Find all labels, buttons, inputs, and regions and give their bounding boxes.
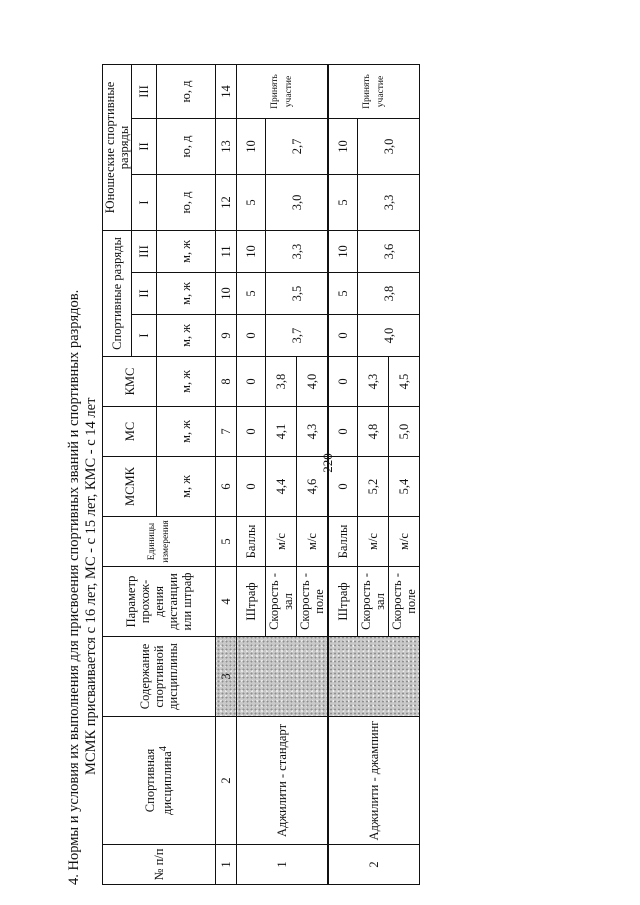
unit-field: м/с <box>389 517 420 567</box>
value-cell: 4,6 <box>297 457 329 517</box>
value-cell: 4,8 <box>358 407 389 457</box>
header-msmk: МСМК <box>103 457 157 517</box>
row-num: 2 <box>328 845 420 885</box>
unit-hall: м/с <box>358 517 389 567</box>
param-hall: Скорость - зал <box>266 567 297 637</box>
header-youth-ranks: Юношеские спортивные разряды <box>103 64 132 230</box>
gender-sport-3: м, ж <box>157 230 216 272</box>
param-field: Скорость - поле <box>389 567 420 637</box>
section-heading <box>66 65 100 885</box>
value-cell: 10 <box>237 230 266 272</box>
gender-youth-2: ю, д <box>157 118 216 174</box>
row-num: 1 <box>237 845 329 885</box>
value-cell: 2,7 <box>266 118 329 174</box>
page-number: 220 <box>320 453 335 473</box>
value-cell: 5,2 <box>358 457 389 517</box>
value-cell: 0 <box>328 407 358 457</box>
value-cell: 4,0 <box>297 357 329 407</box>
header-content: Содержание спортивной дисциплины <box>103 637 216 717</box>
value-cell: 4,4 <box>266 457 297 517</box>
col-number: 8 <box>216 357 237 407</box>
value-cell: 4,3 <box>358 357 389 407</box>
value-cell: 0 <box>237 457 266 517</box>
row-content-shaded <box>237 637 329 717</box>
value-cell: 0 <box>328 457 358 517</box>
value-cell: 5 <box>328 273 358 315</box>
value-cell: 3,8 <box>266 357 297 407</box>
heading-line-1: 4. Нормы и условия их выполнения для присвоения спортивных званий и спортивных разрядов. <box>66 289 82 885</box>
value-cell: 5,4 <box>389 457 420 517</box>
param-penalty: Штраф <box>328 567 358 637</box>
value-cell: 3,3 <box>266 230 329 272</box>
value-cell: 3,5 <box>266 273 329 315</box>
param-hall: Скорость - зал <box>358 567 389 637</box>
value-cell: 3,0 <box>358 118 420 174</box>
col-number: 10 <box>216 273 237 315</box>
col-number: 2 <box>216 717 237 845</box>
unit-hall: м/с <box>266 517 297 567</box>
table-row <box>328 64 358 884</box>
value-cell: 5 <box>237 273 266 315</box>
value-participate: Принять участие <box>328 64 420 118</box>
gender-ms: м, ж <box>157 407 216 457</box>
header-num: № п/п <box>103 845 216 885</box>
value-cell: 10 <box>237 118 266 174</box>
col-number: 11 <box>216 230 237 272</box>
value-cell: 0 <box>328 315 358 357</box>
value-cell: 0 <box>237 407 266 457</box>
header-youth-rank-2: II <box>132 118 157 174</box>
gender-youth-1: ю, д <box>157 174 216 230</box>
value-cell: 3,7 <box>266 315 329 357</box>
col-number: 1 <box>216 845 237 885</box>
rotated-page-content <box>66 65 466 885</box>
header-sport-rank-3: III <box>132 230 157 272</box>
col-number: 14 <box>216 64 237 118</box>
header-discipline: Спортивная дисциплина$^4$ <box>103 717 216 845</box>
header-units: Единицы измерения <box>103 517 216 567</box>
unit-penalty: Баллы <box>328 517 358 567</box>
column-number-row <box>216 64 237 884</box>
norms-table <box>102 64 420 885</box>
gender-msmk: м, ж <box>157 457 216 517</box>
gender-kms: м, ж <box>157 357 216 407</box>
gender-youth-3: ю, д <box>157 64 216 118</box>
gender-sport-1: м, ж <box>157 315 216 357</box>
header-sport-rank-2: II <box>132 273 157 315</box>
row-discipline: Аджилити - стандарт <box>237 717 329 845</box>
header-youth-rank-3: III <box>132 64 157 118</box>
value-cell: 10 <box>328 118 358 174</box>
col-number: 5 <box>216 517 237 567</box>
value-cell: 3,6 <box>358 230 420 272</box>
value-participate: Принять участие <box>237 64 329 118</box>
value-cell: 5 <box>237 174 266 230</box>
heading-line-2: МСМК присваивается с 16 лет, МС - с 15 лет, КМС - с 14 лет <box>83 397 99 775</box>
value-cell: 0 <box>237 315 266 357</box>
col-number: 7 <box>216 407 237 457</box>
col-number: 13 <box>216 118 237 174</box>
header-param: Параметр прохож-дения дистанции или штраф <box>103 567 216 637</box>
value-cell: 4,3 <box>297 407 329 457</box>
col-number: 3 <box>216 637 237 717</box>
header-ms: МС <box>103 407 157 457</box>
table-row <box>237 64 266 884</box>
value-cell: 0 <box>328 357 358 407</box>
header-row-1 <box>103 64 132 884</box>
row-discipline: Аджилити - джампинг <box>328 717 420 845</box>
header-youth-rank-1: I <box>132 174 157 230</box>
value-cell: 0 <box>237 357 266 407</box>
col-number: 12 <box>216 174 237 230</box>
header-sport-rank-1: I <box>132 315 157 357</box>
unit-field: м/с <box>297 517 329 567</box>
value-cell: 5 <box>328 174 358 230</box>
param-penalty: Штраф <box>237 567 266 637</box>
header-kms: КМС <box>103 357 157 407</box>
unit-penalty: Баллы <box>237 517 266 567</box>
value-cell: 4,1 <box>266 407 297 457</box>
gender-sport-2: м, ж <box>157 273 216 315</box>
value-cell: 3,3 <box>358 174 420 230</box>
col-number: 9 <box>216 315 237 357</box>
value-cell: 5,0 <box>389 407 420 457</box>
value-cell: 3,8 <box>358 273 420 315</box>
col-number: 6 <box>216 457 237 517</box>
row-content-shaded <box>328 637 420 717</box>
value-cell: 3,0 <box>266 174 329 230</box>
param-field: Скорость - поле <box>297 567 329 637</box>
col-number: 4 <box>216 567 237 637</box>
value-cell: 10 <box>328 230 358 272</box>
value-cell: 4,5 <box>389 357 420 407</box>
value-cell: 4,0 <box>358 315 420 357</box>
header-sport-ranks: Спортивные разряды <box>103 230 132 356</box>
